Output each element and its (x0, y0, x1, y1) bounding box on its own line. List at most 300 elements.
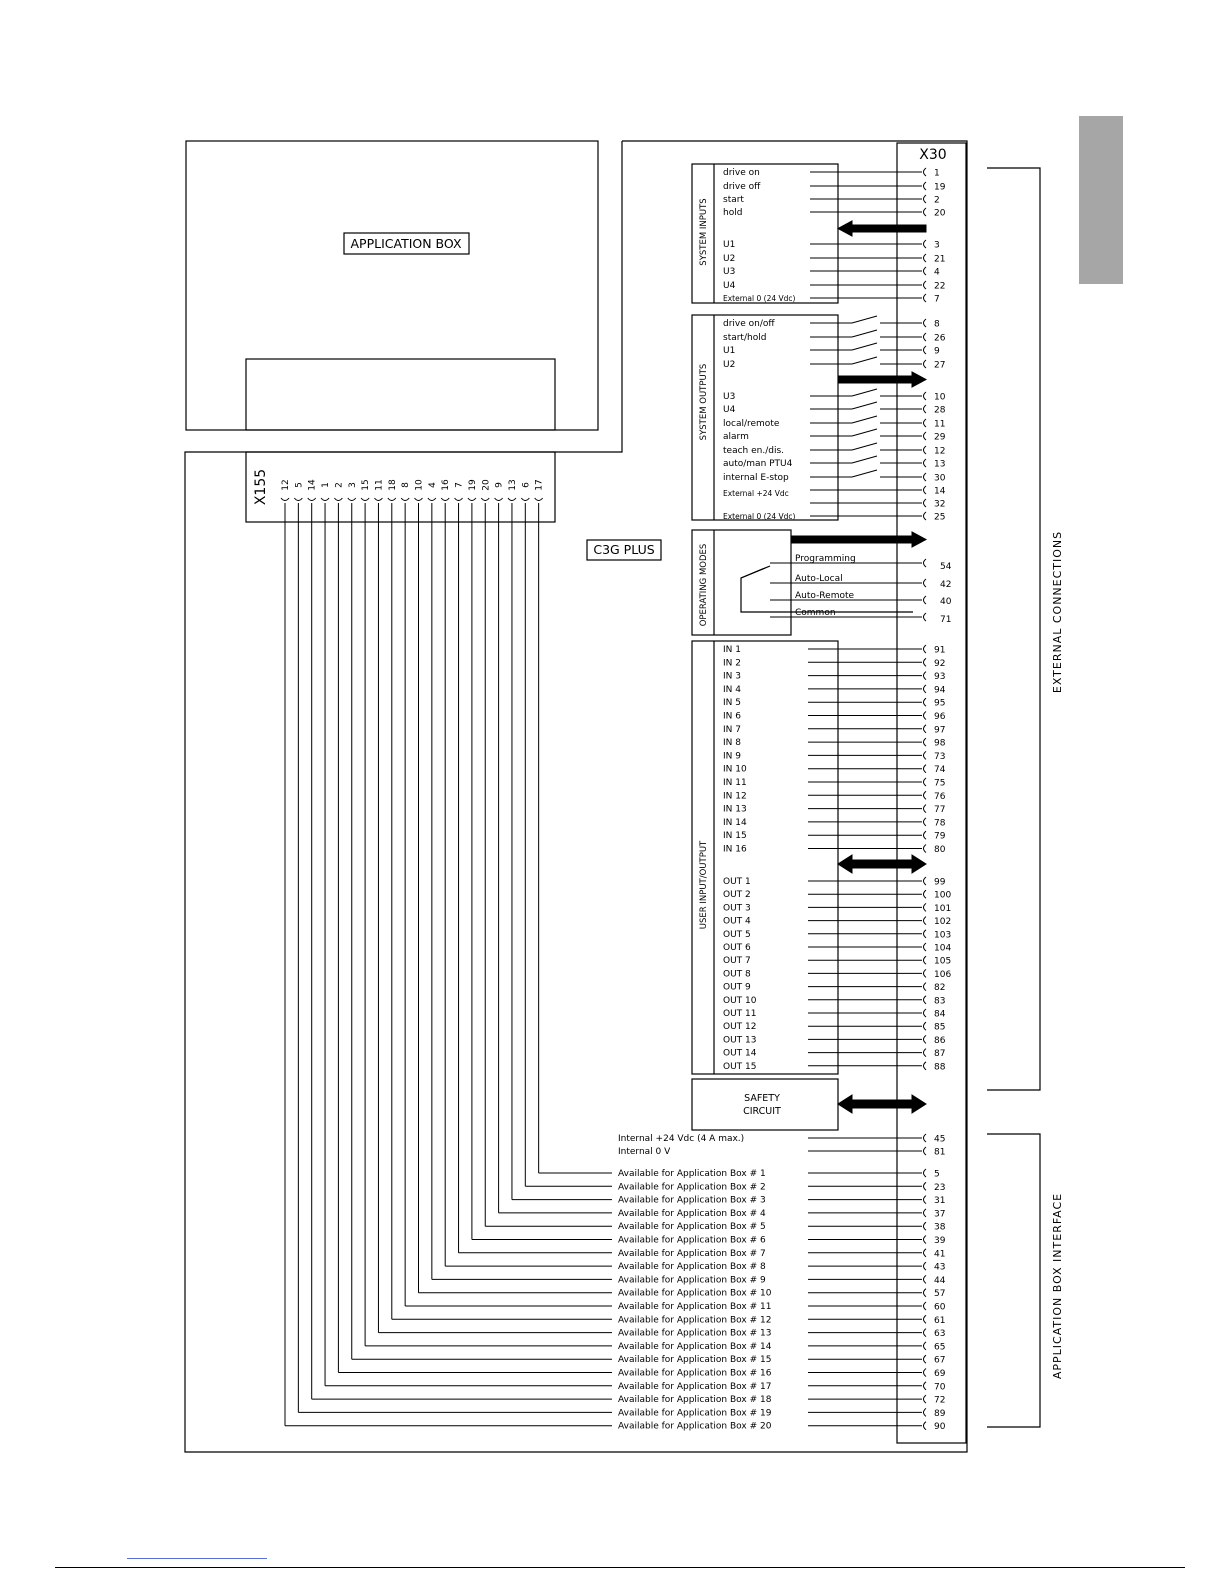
x30-terminal (924, 956, 927, 964)
x30-pin-number: 105 (934, 956, 952, 967)
x30-terminal (924, 360, 927, 368)
c3g-plus-label: C3G PLUS (593, 542, 655, 557)
x30-pin-number: 8 (934, 319, 940, 330)
x30-pin-number: 99 (934, 877, 946, 888)
c3g-cabinet-outline (185, 141, 967, 1452)
user-output-label: OUT 8 (723, 969, 751, 980)
x155-terminal (294, 498, 302, 501)
user-input-label: IN 13 (723, 804, 747, 815)
user-output-label: OUT 15 (723, 1061, 757, 1072)
x30-terminal (924, 1302, 927, 1310)
x30-terminal (924, 1009, 927, 1017)
relay-contact (852, 456, 877, 463)
system-output-label: start/hold (723, 333, 767, 343)
system-input-label: External 0 (24 Vdc) (723, 294, 796, 303)
x30-terminal (924, 168, 927, 176)
internal-power-label: Internal +24 Vdc (4 A max.) (618, 1134, 745, 1144)
external-connections-label: EXTERNAL CONNECTIONS (1051, 530, 1064, 694)
x30-terminal (924, 499, 927, 507)
x30-terminal (924, 672, 927, 680)
x30-pin-number: 21 (934, 254, 946, 265)
x30-terminal (924, 818, 927, 826)
x30-terminal (924, 1355, 927, 1363)
operating-modes-arrow (792, 532, 926, 547)
user-input-label: IN 7 (723, 724, 741, 735)
user-output-label: OUT 3 (723, 903, 751, 914)
user-output-label: OUT 13 (723, 1035, 757, 1046)
x30-terminal-strip (897, 143, 966, 1443)
x30-pin-number: 100 (934, 890, 952, 901)
x30-pin-number: 93 (934, 672, 946, 683)
x155-pin-number: 20 (481, 479, 492, 491)
x30-pin-number: 57 (934, 1289, 946, 1300)
x155-pin-number: 15 (361, 479, 372, 491)
x30-terminal (924, 1275, 927, 1283)
x155-pin-number: 8 (401, 482, 412, 488)
x30-pin-number: 30 (934, 473, 946, 484)
x155-pin-number: 7 (454, 482, 465, 488)
x30-pin-number: 43 (934, 1262, 946, 1273)
relay-contact (852, 389, 877, 396)
user-input-label: IN 5 (723, 698, 741, 709)
x30-pin-number: 42 (940, 580, 952, 590)
footer-link-underline (127, 1558, 267, 1559)
system-input-label: drive on (723, 168, 760, 178)
x30-terminal (924, 877, 927, 885)
application-box-line-label: Available for Application Box # 12 (618, 1315, 772, 1326)
x30-pin-number: 32 (934, 499, 946, 510)
x30-terminal (924, 1209, 927, 1217)
x155-terminal (374, 498, 382, 501)
system-output-label: internal E-stop (723, 473, 789, 483)
x30-terminal (924, 930, 927, 938)
x155-pin-number: 6 (521, 482, 532, 488)
x30-terminal (924, 845, 927, 853)
x30-pin-number: 31 (934, 1196, 946, 1207)
application-box-label: APPLICATION BOX (350, 236, 462, 251)
x30-pin-number: 86 (934, 1035, 946, 1046)
user-input-label: IN 12 (723, 791, 747, 802)
application-box-line-label: Available for Application Box # 14 (618, 1341, 772, 1352)
x30-pin-number: 61 (934, 1315, 946, 1326)
x30-pin-number: 1 (934, 168, 940, 179)
application-box-interface-label: APPLICATION BOX INTERFACE (1051, 1192, 1064, 1380)
x155-pin-number: 17 (534, 479, 545, 491)
system-input-label: U1 (723, 240, 736, 250)
relay-contact (852, 429, 877, 436)
x30-terminal (924, 831, 927, 839)
x30-pin-number: 77 (934, 805, 946, 816)
x30-pin-number: 37 (934, 1209, 946, 1220)
x30-terminal (924, 419, 927, 427)
system-output-label: External +24 Vdc (723, 489, 789, 498)
x155-terminal (321, 498, 329, 501)
system-output-label: local/remote (723, 419, 780, 429)
x30-pin-number: 82 (934, 983, 946, 994)
x30-pin-number: 4 (934, 267, 940, 278)
x30-pin-number: 103 (934, 930, 952, 941)
x30-pin-number: 92 (934, 658, 946, 669)
x30-terminal (924, 645, 927, 653)
x155-terminal (348, 498, 356, 501)
x30-terminal (924, 658, 927, 666)
x30-pin-number: 78 (934, 818, 946, 829)
system-output-label: U3 (723, 392, 736, 402)
x30-pin-number: 91 (934, 645, 946, 656)
safety-circuit-line1: SAFETY (744, 1093, 780, 1104)
x30-terminal (924, 996, 927, 1004)
application-box-line-label: Available for Application Box # 7 (618, 1248, 766, 1259)
x30-pin-number: 84 (934, 1009, 946, 1020)
user-output-label: OUT 11 (723, 1009, 757, 1019)
application-box-line-label: Available for Application Box # 2 (618, 1182, 766, 1193)
x30-terminal (924, 943, 927, 951)
x30-pin-number: 60 (934, 1302, 946, 1313)
x30-pin-number: 26 (934, 333, 946, 344)
x30-label: X30 (919, 147, 947, 163)
x30-pin-number: 73 (934, 751, 946, 762)
internal-power-label: Internal 0 V (618, 1147, 671, 1157)
operating-mode-label: Auto-Local (795, 574, 843, 584)
user-input-label: IN 8 (723, 738, 741, 749)
x30-terminal (924, 267, 927, 275)
x30-terminal (924, 208, 927, 216)
relay-contact (852, 330, 877, 337)
x30-terminal (924, 579, 927, 587)
x30-terminal (924, 294, 927, 302)
x30-terminal (924, 1408, 927, 1416)
application-box-line-label: Available for Application Box # 17 (618, 1381, 772, 1392)
mode-selector-common (741, 566, 913, 612)
x30-terminal (924, 712, 927, 720)
user-input-label: IN 15 (723, 831, 747, 842)
user-input-label: IN 4 (723, 684, 741, 695)
x30-pin-number: 72 (934, 1395, 946, 1406)
x155-terminal (495, 498, 503, 501)
x155-pin-number: 11 (374, 479, 385, 491)
system-output-label: U1 (723, 346, 736, 356)
x30-terminal (924, 613, 927, 621)
x30-pin-number: 41 (934, 1249, 946, 1260)
x155-terminal (361, 498, 369, 501)
system-inputs-arrow (838, 221, 926, 236)
system-input-label: start (723, 195, 744, 205)
external-connections-bracket (987, 168, 1040, 1090)
system-output-label: External 0 (24 Vdc) (723, 512, 796, 521)
x30-pin-number: 79 (934, 831, 946, 842)
x30-terminal (924, 432, 927, 440)
x30-terminal (924, 1134, 927, 1142)
user-output-label: OUT 12 (723, 1022, 757, 1033)
user-output-label: OUT 1 (723, 877, 751, 887)
footer-rule (55, 1567, 1185, 1568)
x30-pin-number: 87 (934, 1049, 946, 1060)
x30-terminal (924, 725, 927, 733)
x30-terminal (924, 405, 927, 413)
x30-terminal (924, 685, 927, 693)
x30-terminal (924, 1182, 927, 1190)
group-operating-modes: OPERATING MODES (699, 543, 709, 627)
x30-pin-number: 3 (934, 240, 940, 251)
system-output-label: drive on/off (723, 319, 775, 329)
x155-terminal (455, 498, 463, 501)
application-box-connector (246, 359, 555, 430)
x30-pin-number: 106 (934, 969, 952, 980)
x30-terminal (924, 1342, 927, 1350)
system-outputs-arrow (838, 372, 926, 387)
x30-terminal (924, 1315, 927, 1323)
application-box-line-label: Available for Application Box # 18 (618, 1395, 772, 1406)
x30-pin-number: 71 (940, 615, 952, 625)
operating-mode-label: Auto-Remote (795, 591, 855, 601)
x30-pin-number: 90 (934, 1422, 946, 1433)
x30-terminal (924, 346, 927, 354)
relay-contact (852, 402, 877, 409)
x30-terminal (924, 446, 927, 454)
x30-pin-number: 96 (934, 712, 946, 722)
x30-pin-number: 98 (934, 738, 946, 749)
x30-pin-number: 29 (934, 432, 946, 443)
x30-pin-number: 45 (934, 1134, 946, 1145)
x30-terminal (924, 890, 927, 898)
x30-pin-number: 40 (940, 597, 952, 607)
x30-pin-number: 70 (934, 1382, 946, 1393)
operating-mode-label: Programming (795, 554, 856, 564)
x30-pin-number: 44 (934, 1275, 946, 1286)
x30-terminal (924, 1169, 927, 1177)
relay-contact (852, 470, 877, 477)
application-box-line-label: Available for Application Box # 9 (618, 1275, 766, 1286)
x30-pin-number: 74 (934, 765, 946, 776)
x30-terminal (924, 319, 927, 327)
relay-contact (852, 357, 877, 364)
safety-circuit-double-arrow (838, 1095, 926, 1113)
x30-pin-number: 75 (934, 778, 946, 789)
application-box-interface-bracket (987, 1134, 1040, 1427)
system-output-label: teach en./dis. (723, 446, 784, 456)
x155-label: X155 (253, 468, 269, 506)
arrows (792, 221, 926, 1113)
user-input-label: IN 16 (723, 844, 747, 855)
x30-terminal (924, 392, 927, 400)
system-input-label: hold (723, 208, 743, 218)
x30-terminal (924, 1395, 927, 1403)
relay-contact (852, 416, 877, 423)
application-box-line-label: Available for Application Box # 1 (618, 1169, 766, 1179)
safety-circuit-box (692, 1079, 838, 1130)
relay-contact (852, 343, 877, 350)
x155-pin-number: 1 (321, 482, 332, 488)
x155-pin-number: 10 (414, 479, 425, 491)
x155-terminal (481, 498, 489, 501)
x155-pin-number: 13 (507, 479, 518, 491)
x155-pin-number: 2 (334, 482, 345, 488)
user-input-label: IN 10 (723, 764, 747, 775)
application-box-line-label: Available for Application Box # 8 (618, 1262, 766, 1273)
x30-terminal (924, 1289, 927, 1297)
x155-terminal (415, 498, 423, 501)
group-user-io: USER INPUT/OUTPUT (699, 840, 709, 930)
x30-pin-number: 7 (934, 294, 940, 305)
user-input-label: IN 9 (723, 751, 741, 762)
x155-terminal (308, 498, 316, 501)
safety-circuit-line2: CIRCUIT (743, 1106, 781, 1117)
user-input-label: IN 1 (723, 645, 741, 655)
x30-terminal (924, 1196, 927, 1204)
x155-pin-number: 14 (307, 479, 318, 491)
application-box-line-label: Available for Application Box # 19 (618, 1408, 772, 1419)
user-io-double-arrow (838, 855, 926, 873)
x30-pin-number: 14 (934, 486, 946, 497)
x30-pin-number: 65 (934, 1342, 946, 1353)
x30-pin-number: 5 (934, 1169, 940, 1180)
x30-pin-number: 23 (934, 1182, 946, 1193)
x30-terminal (924, 1369, 927, 1377)
x30-terminal (924, 698, 927, 706)
x30-terminal (924, 486, 927, 494)
application-box-line-label: Available for Application Box # 4 (618, 1208, 766, 1219)
user-output-label: OUT 10 (723, 995, 757, 1006)
system-input-label: U2 (723, 254, 736, 264)
x30-pin-number: 13 (934, 459, 946, 470)
x155-terminal (428, 498, 436, 501)
user-output-label: OUT 2 (723, 890, 751, 901)
user-input-label: IN 2 (723, 658, 741, 669)
system-output-label: U4 (723, 405, 736, 415)
x155-pin-number: 18 (387, 479, 398, 491)
x30-terminal (924, 1329, 927, 1337)
x30-terminal (924, 765, 927, 773)
operating-mode-label: Common (795, 608, 836, 618)
system-output-label: U2 (723, 360, 736, 370)
x30-pin-number: 39 (934, 1236, 946, 1246)
x30-pin-number: 102 (934, 917, 952, 928)
x30-pin-number: 63 (934, 1329, 946, 1340)
relay-contact (852, 443, 877, 450)
x30-terminal (924, 281, 927, 289)
application-box-line-label: Available for Application Box # 13 (618, 1328, 772, 1339)
x30-pin-number: 9 (934, 346, 940, 357)
x30-pin-number: 19 (934, 182, 946, 193)
x30-pin-number: 80 (934, 845, 946, 855)
x155-terminal (521, 498, 529, 501)
x30-pin-number: 22 (934, 281, 946, 292)
x30-terminal (924, 903, 927, 911)
x30-terminal (924, 738, 927, 746)
x155-terminal (535, 498, 543, 501)
x30-pin-number: 94 (934, 685, 946, 696)
user-output-label: OUT 14 (723, 1048, 757, 1059)
x30-pin-number: 95 (934, 698, 946, 709)
user-output-label: OUT 9 (723, 982, 751, 993)
x155-pin-number: 3 (347, 482, 358, 488)
x30-terminal (924, 983, 927, 991)
x30-terminal (924, 791, 927, 799)
x30-terminal (924, 254, 927, 262)
x30-terminal (924, 917, 927, 925)
application-box-line-label: Available for Application Box # 3 (618, 1195, 766, 1206)
system-output-label: alarm (723, 432, 749, 442)
application-box-line-label: Available for Application Box # 11 (618, 1302, 772, 1312)
x30-pin-number: 25 (934, 512, 946, 523)
x155-pin-number: 12 (281, 479, 291, 491)
x30-terminal (924, 1022, 927, 1030)
user-output-label: OUT 6 (723, 943, 751, 953)
user-input-label: IN 6 (723, 711, 741, 722)
x30-pin-number: 88 (934, 1062, 946, 1073)
x30-terminal (924, 1049, 927, 1057)
x30-terminal (924, 559, 927, 567)
group-system-inputs: SYSTEM INPUTS (699, 198, 709, 266)
x155-terminal (401, 498, 409, 501)
x30-pin-number: 27 (934, 360, 946, 371)
user-input-label: IN 14 (723, 817, 747, 828)
x30-terminal (924, 473, 927, 481)
x30-terminal (924, 1382, 927, 1390)
user-input-label: IN 3 (723, 671, 741, 682)
x155-terminal (334, 498, 342, 501)
x30-terminal (924, 1222, 927, 1230)
x30-pin-number: 20 (934, 208, 946, 219)
user-output-label: OUT 4 (723, 916, 751, 927)
x155-terminal (281, 498, 289, 501)
x30-pin-number: 11 (934, 419, 946, 430)
application-box-line-label: Available for Application Box # 6 (618, 1235, 766, 1246)
group-system-outputs: SYSTEM OUTPUTS (699, 363, 709, 441)
x30-terminal (924, 1236, 927, 1244)
x30-terminal (924, 195, 927, 203)
x30-terminal (924, 1062, 927, 1070)
x30-terminal (924, 1422, 927, 1430)
user-output-label: OUT 7 (723, 956, 751, 967)
x30-pin-number: 69 (934, 1369, 946, 1379)
x30-pin-number: 38 (934, 1222, 946, 1233)
x155-terminal (468, 498, 476, 501)
application-box-line-label: Available for Application Box # 10 (618, 1288, 772, 1299)
x30-terminal (924, 240, 927, 248)
x30-terminal (924, 969, 927, 977)
system-input-label: drive off (723, 182, 761, 192)
system-input-label: U4 (723, 281, 736, 291)
x30-pin-number: 101 (934, 903, 952, 914)
x30-pin-number: 76 (934, 791, 946, 802)
application-box-line-label: Available for Application Box # 20 (618, 1421, 772, 1432)
system-input-label: U3 (723, 267, 736, 277)
x30-terminal (924, 805, 927, 813)
system-output-label: auto/man PTU4 (723, 459, 793, 469)
x155-pin-number: 5 (294, 482, 305, 488)
x155-terminal (388, 498, 396, 501)
x30-terminal (924, 778, 927, 786)
x155-pin-number: 16 (441, 479, 452, 491)
x30-terminal (924, 182, 927, 190)
x30-pin-number: 104 (934, 943, 952, 954)
user-input-label: IN 11 (723, 778, 747, 788)
x30-pin-number: 97 (934, 725, 946, 736)
x30-pin-number: 2 (934, 195, 940, 206)
x155-terminal (508, 498, 516, 501)
x30-terminal (924, 596, 927, 604)
x30-terminal (924, 1249, 927, 1257)
x30-pin-number: 12 (934, 446, 946, 457)
x155-terminal (441, 498, 449, 501)
relay-contact (852, 316, 877, 323)
user-output-label: OUT 5 (723, 929, 751, 940)
x30-terminal (924, 1035, 927, 1043)
x30-pin-number: 10 (934, 392, 946, 403)
x155-pin-number: 9 (494, 482, 505, 488)
x30-pin-number: 85 (934, 1022, 946, 1033)
